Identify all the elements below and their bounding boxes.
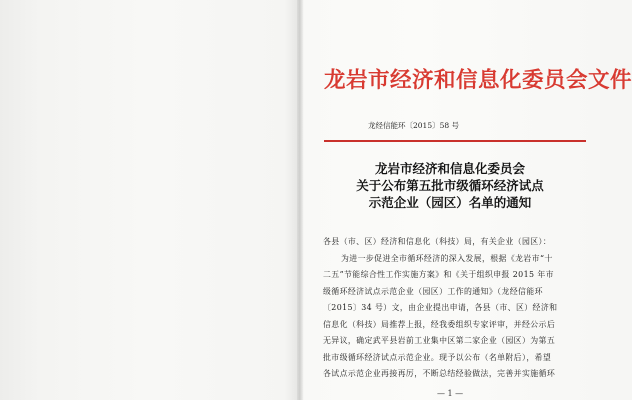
body-line: 无异议，确定武平县岩前工业集中区第二家企业（园区）为第五: [323, 336, 556, 345]
notice-title-line: 龙岩市经济和信息化委员会: [374, 161, 525, 176]
body-line: 二五”节能综合性工作实施方案》和《关于组织申报 2015 年市: [323, 270, 554, 279]
notice-body: [323, 234, 593, 383]
document-header-title: 龙岩市经济和信息化委员会文件: [324, 68, 632, 93]
body-line: 批市级循环经济试点示范企业。现予以公布（名单附后），希望: [323, 352, 552, 362]
body-line: 〔2015〕34 号）文，由企业提出申请，各县（市、区）经济和: [323, 303, 558, 312]
red-header-rule: [324, 140, 586, 142]
page-number: — 1 —: [437, 389, 464, 398]
addressee-line: 各县（市、区）经济和信息化（科技）局，有关企业（园区）：: [323, 237, 552, 246]
body-line: 各试点示范企业再接再厉，不断总结经验做法，完善并实施循环: [323, 369, 556, 378]
notice-title-line: 示范企业（园区）名单的通知: [368, 195, 532, 210]
notice-title: [330, 160, 570, 211]
body-line: 级循环经济试点示范企业（园区）工作的通知》（龙经信能环: [323, 286, 543, 296]
body-line: 信息化（科技）局推荐上报，经我委组织专家评审，并经公示后: [323, 319, 556, 329]
body-line: 为进一步促进全市循环经济的深入发展，根据《龙岩市“十: [341, 253, 553, 263]
notice-title-line: 关于公布第五批市级循环经济试点: [356, 178, 544, 193]
blank-left-page: [0, 0, 300, 400]
document-number: 龙经信能环〔2015〕58 号: [368, 121, 460, 130]
